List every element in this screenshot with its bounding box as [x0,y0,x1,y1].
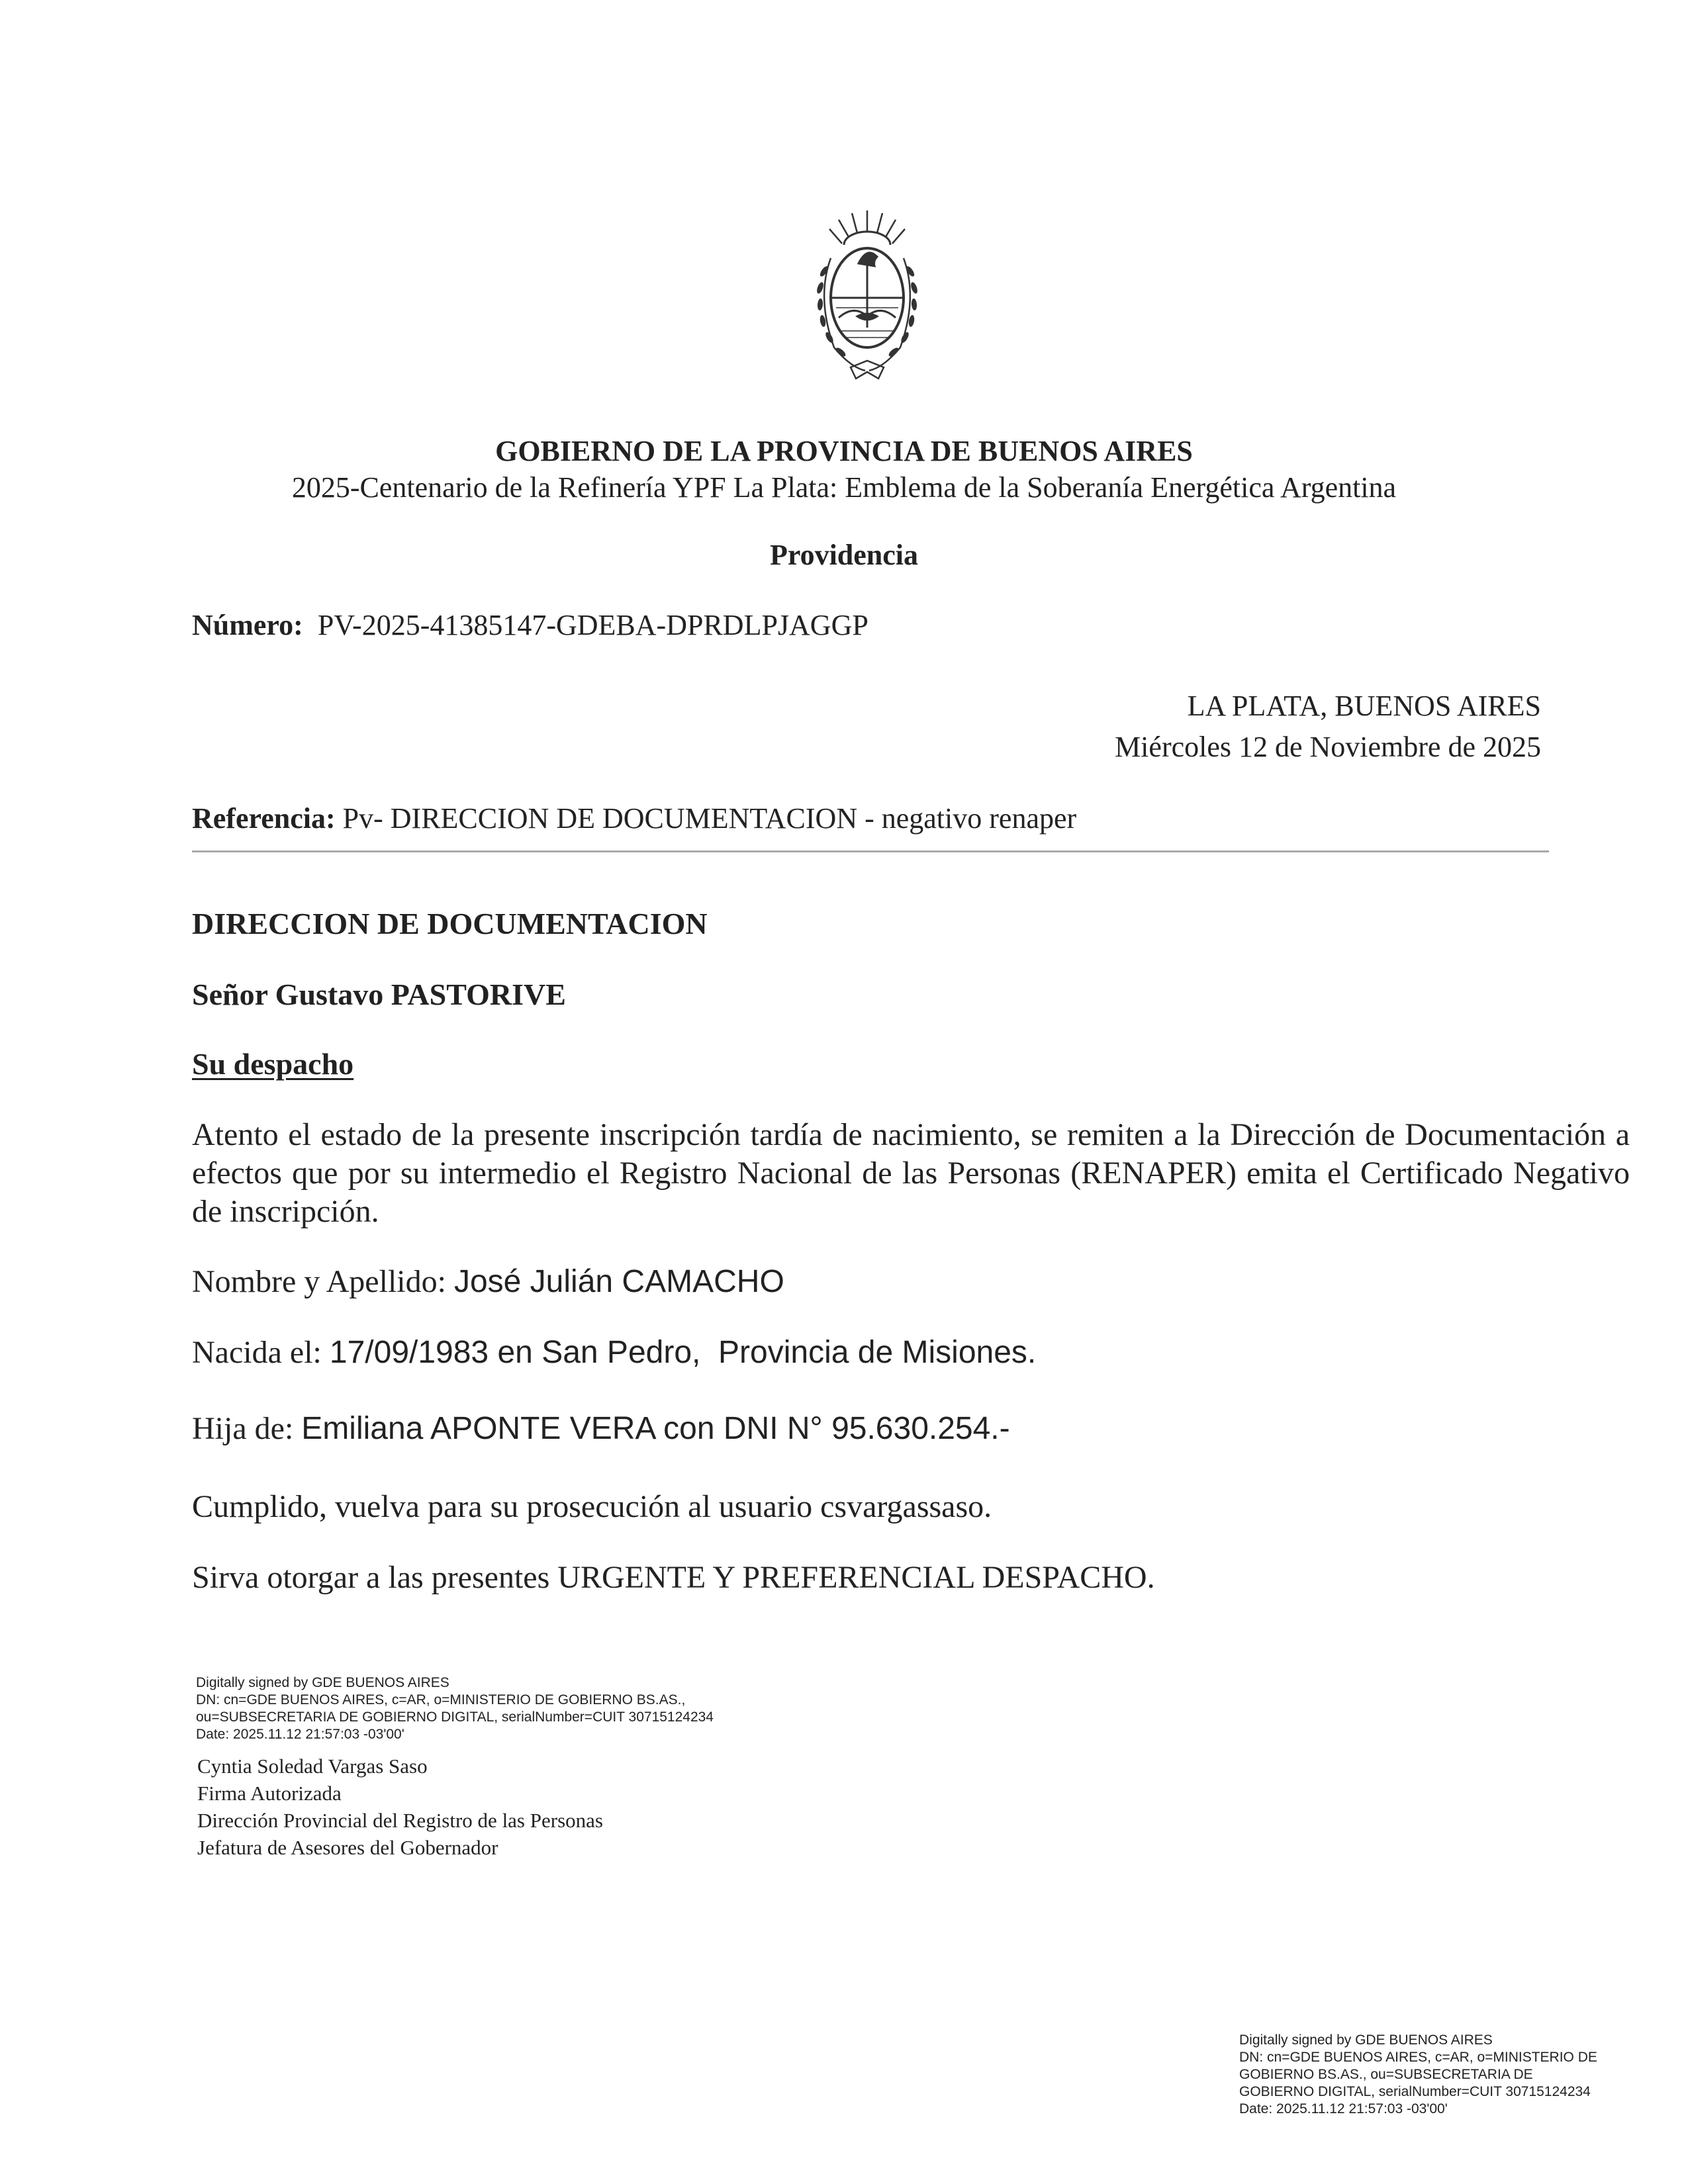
nacida-row [192,1334,1036,1372]
digital-sig-line: DN: cn=GDE BUENOS AIRES, c=AR, o=MINISTERIO DE GOBIERNO BS.AS., [196,1692,686,1707]
su-despacho-text: Su despacho [192,1047,354,1081]
document-type: Providencia [769,539,919,571]
signer-department: Jefatura de Asesores del Gobernador [197,1836,498,1859]
recipient-person: Señor Gustavo PASTORIVE [192,978,566,1011]
signer-block [197,1752,603,1861]
nombre-row [192,1263,784,1301]
header-divider [192,850,1549,852]
referencia-label: Referencia: [192,802,336,835]
sirva-line: Sirva otorgar a las presentes URGENTE Y PREFERENCIAL DESPACHO. [192,1560,1155,1595]
nombre-value: José Julián CAMACHO [453,1264,784,1299]
nombre-label: Nombre y Apellido: [192,1264,446,1299]
digital-sig-line: Digitally signed by GDE BUENOS AIRES [196,1675,449,1690]
signer-office: Dirección Provincial del Registro de las Personas [197,1809,603,1832]
date-line: Miércoles 12 de Noviembre de 2025 [1115,731,1541,763]
cumplido-line: Cumplido, vuelva para su prosecución al usuario csvargassaso. [192,1489,992,1524]
referencia-value: Pv- DIRECCION DE DOCUMENTACION - negativo renaper [342,802,1077,835]
hija-label: Hija de: [192,1411,294,1446]
digital-sig-line: Date: 2025.11.12 21:57:03 -03'00' [196,1727,404,1742]
hija-value: Emiliana APONTE VERA con DNI N° 95.630.254.- [301,1411,1010,1446]
hija-row [192,1410,1010,1448]
recipient-office: DIRECCION DE DOCUMENTACION [192,907,708,940]
body-paragraph: Atento el estado de la presente inscripción tardía de nacimiento, se remiten a la Dirección de Documentación a efectos que por su intermedio el Registro Nacional de las Personas (RENAPER) emita el Certificado Negativo de inscripción. [192,1117,1630,1229]
footer-sig-line: DN: cn=GDE BUENOS AIRES, c=AR, o=MINISTERIO DE [1239,2050,1597,2065]
footer-sig-line: GOBIERNO DIGITAL, serialNumber=CUIT 30715124234 [1239,2084,1591,2099]
government-title: GOBIERNO DE LA PROVINCIA DE BUENOS AIRES [495,435,1193,467]
footer-sig-line: Digitally signed by GDE BUENOS AIRES [1239,2032,1493,2048]
footer-sig-line: Date: 2025.11.12 21:57:03 -03'00' [1239,2101,1448,2116]
place-line: LA PLATA, BUENOS AIRES [1187,690,1541,722]
referencia-row [192,801,1076,837]
numero-row [192,608,868,643]
nacida-value: 17/09/1983 en San Pedro, Provincia de Misiones. [329,1335,1037,1370]
digital-signature-block [196,1674,714,1743]
numero-value: PV-2025-41385147-GDEBA-DPRDLPJAGGP [317,609,868,641]
nacida-label: Nacida el: [192,1335,322,1370]
numero-label: Número: [192,609,303,641]
footer-sig-line: GOBIERNO BS.AS., ou=SUBSECRETARIA DE [1239,2067,1533,2082]
coat-of-arms-icon [804,205,930,384]
digital-sig-line: ou=SUBSECRETARIA DE GOBIERNO DIGITAL, serialNumber=CUIT 30715124234 [196,1709,714,1725]
signer-role: Firma Autorizada [197,1782,342,1805]
footer-signature-block [1239,2032,1597,2118]
motto-line: 2025-Centenario de la Refinería YPF La Plata: Emblema de la Soberanía Energética Argentina [291,471,1397,504]
signer-name: Cyntia Soledad Vargas Saso [197,1754,428,1778]
su-despacho [192,1046,353,1083]
